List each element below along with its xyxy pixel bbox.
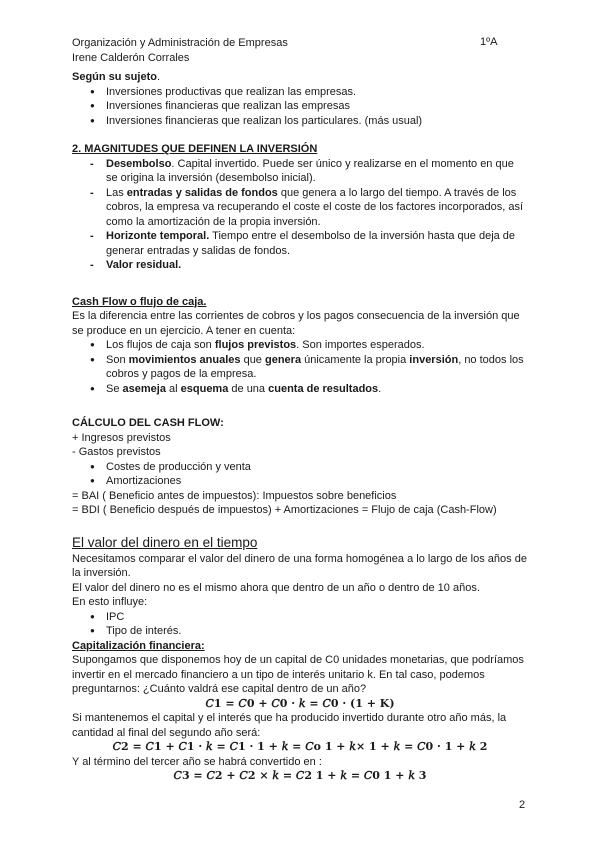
magnitudes-list xyxy=(72,157,528,273)
header-course: 1ºA xyxy=(480,36,498,48)
list-item: - Valor residual. xyxy=(72,258,528,273)
capitalizacion-p3: Y al término del tercer año se habrá convertido en : xyxy=(72,755,322,768)
sujeto-list xyxy=(72,85,528,129)
list-item: ● Tipo de interés. xyxy=(72,624,528,639)
capitalizacion-p1: Supongamos que disponemos hoy de un capital de C0 unidades monetarias, que podríamos invertir en el mercado financiero a un tipo de interés unitario k. En tal caso, podemos preguntarnos: ¿Cuánto valdrá ese capital dentro de un año? xyxy=(72,654,524,695)
formula-c2: 𝐶2 = 𝐶1 + 𝐶1 · 𝑘 = 𝐶1 · 1 + 𝑘 = 𝐶o 1 + 𝑘× 1 + 𝑘 = 𝐶0 · 1 + 𝑘 2 xyxy=(112,740,488,753)
calculo-line: - Gastos previstos xyxy=(72,446,161,458)
list-item: ● Se asemeja al esquema de una cuenta de resultados. xyxy=(72,382,528,397)
page-content xyxy=(72,70,528,784)
list-item: ● Los flujos de caja son flujos previstos. Son importes esperados. xyxy=(72,338,528,353)
list-item: ● Inversiones financieras que realizan los particulares. (más usual) xyxy=(72,114,528,129)
formula-c3: 𝐶3 = 𝐶2 + 𝐶2 × 𝑘 = 𝐶2 1 + 𝑘 = 𝐶0 1 + 𝑘 3 xyxy=(173,769,427,782)
header-title: Organización y Administración de Empresas xyxy=(72,37,288,49)
capitalizacion-p2: Si mantenemos el capital y el interés que ha producido invertido durante otro año más, la cantidad al final del segundo año será: xyxy=(72,712,507,739)
list-item: ● Inversiones financieras que realizan las empresas xyxy=(72,99,528,114)
list-item: ● IPC xyxy=(72,610,528,625)
list-item: ● Son movimientos anuales que genera únicamente la propia inversión, no todos los cobros y pagos de la empresa. xyxy=(72,353,528,382)
cashflow-list xyxy=(72,338,528,396)
section-valor-heading: El valor del dinero en el tiempo xyxy=(72,534,258,550)
valor-p2: El valor del dinero no es el mismo ahora que dentro de un año o dentro de 10 años. xyxy=(72,581,480,594)
calculo-list xyxy=(72,460,528,489)
cashflow-intro: Es la diferencia entre las corrientes de cobros y los pagos consecuencia de la inversión que se produce en un ejercicio. A tener en cuenta: xyxy=(72,310,520,337)
header-author: Irene Calderón Corrales xyxy=(72,52,190,64)
calculo-eq1: = BAI ( Beneficio antes de impuestos): Impuestos sobre beneficios xyxy=(72,489,397,502)
list-item: ● Amortizaciones xyxy=(72,474,528,489)
calculo-eq2: = BDI ( Beneficio después de impuestos) + Amortizaciones = Flujo de caja (Cash-Flow) xyxy=(72,504,497,516)
list-item: ● Costes de producción y venta xyxy=(72,460,528,475)
list-item: ● Inversiones productivas que realizan las empresas. xyxy=(72,85,528,100)
formula-c1: 𝐶1 = 𝐶0 + 𝐶0 · 𝑘 = 𝐶0 · (1 + K) xyxy=(205,696,395,710)
valor-p1: Necesitamos comparar el valor del dinero de una forma homogénea a lo largo de los años de la inversión. xyxy=(72,552,527,579)
valor-p3: En esto influye: xyxy=(72,596,148,608)
page-number: 2 xyxy=(519,799,526,811)
list-item: - Desembolso. Capital invertido. Puede ser único y realizarse en el momento en que se origina la inversión (desembolso inicial). xyxy=(72,157,528,186)
section-sujeto-heading: Según su sujeto. xyxy=(72,71,161,83)
section-magnitudes-heading: 2. MAGNITUDES QUE DEFINEN LA INVERSIÓN xyxy=(72,143,318,155)
list-item: - Horizonte temporal. Tiempo entre el desembolso de la inversión hasta que deja de generar entradas y salidas de fondos. xyxy=(72,229,528,258)
section-capitalizacion-heading: Capitalización financiera: xyxy=(72,639,205,652)
list-item: - Las entradas y salidas de fondos que genera a lo largo del tiempo. A través de los cobros, la empresa va recuperando el coste el coste de los factores incorporados, así como la amortización de la propia inversión. xyxy=(72,186,528,230)
calculo-line: + Ingresos previstos xyxy=(72,431,171,444)
section-calculo-heading: CÁLCULO DEL CASH FLOW: xyxy=(72,417,224,429)
section-cashflow-heading: Cash Flow o flujo de caja. xyxy=(72,295,207,308)
valor-list xyxy=(72,610,528,639)
